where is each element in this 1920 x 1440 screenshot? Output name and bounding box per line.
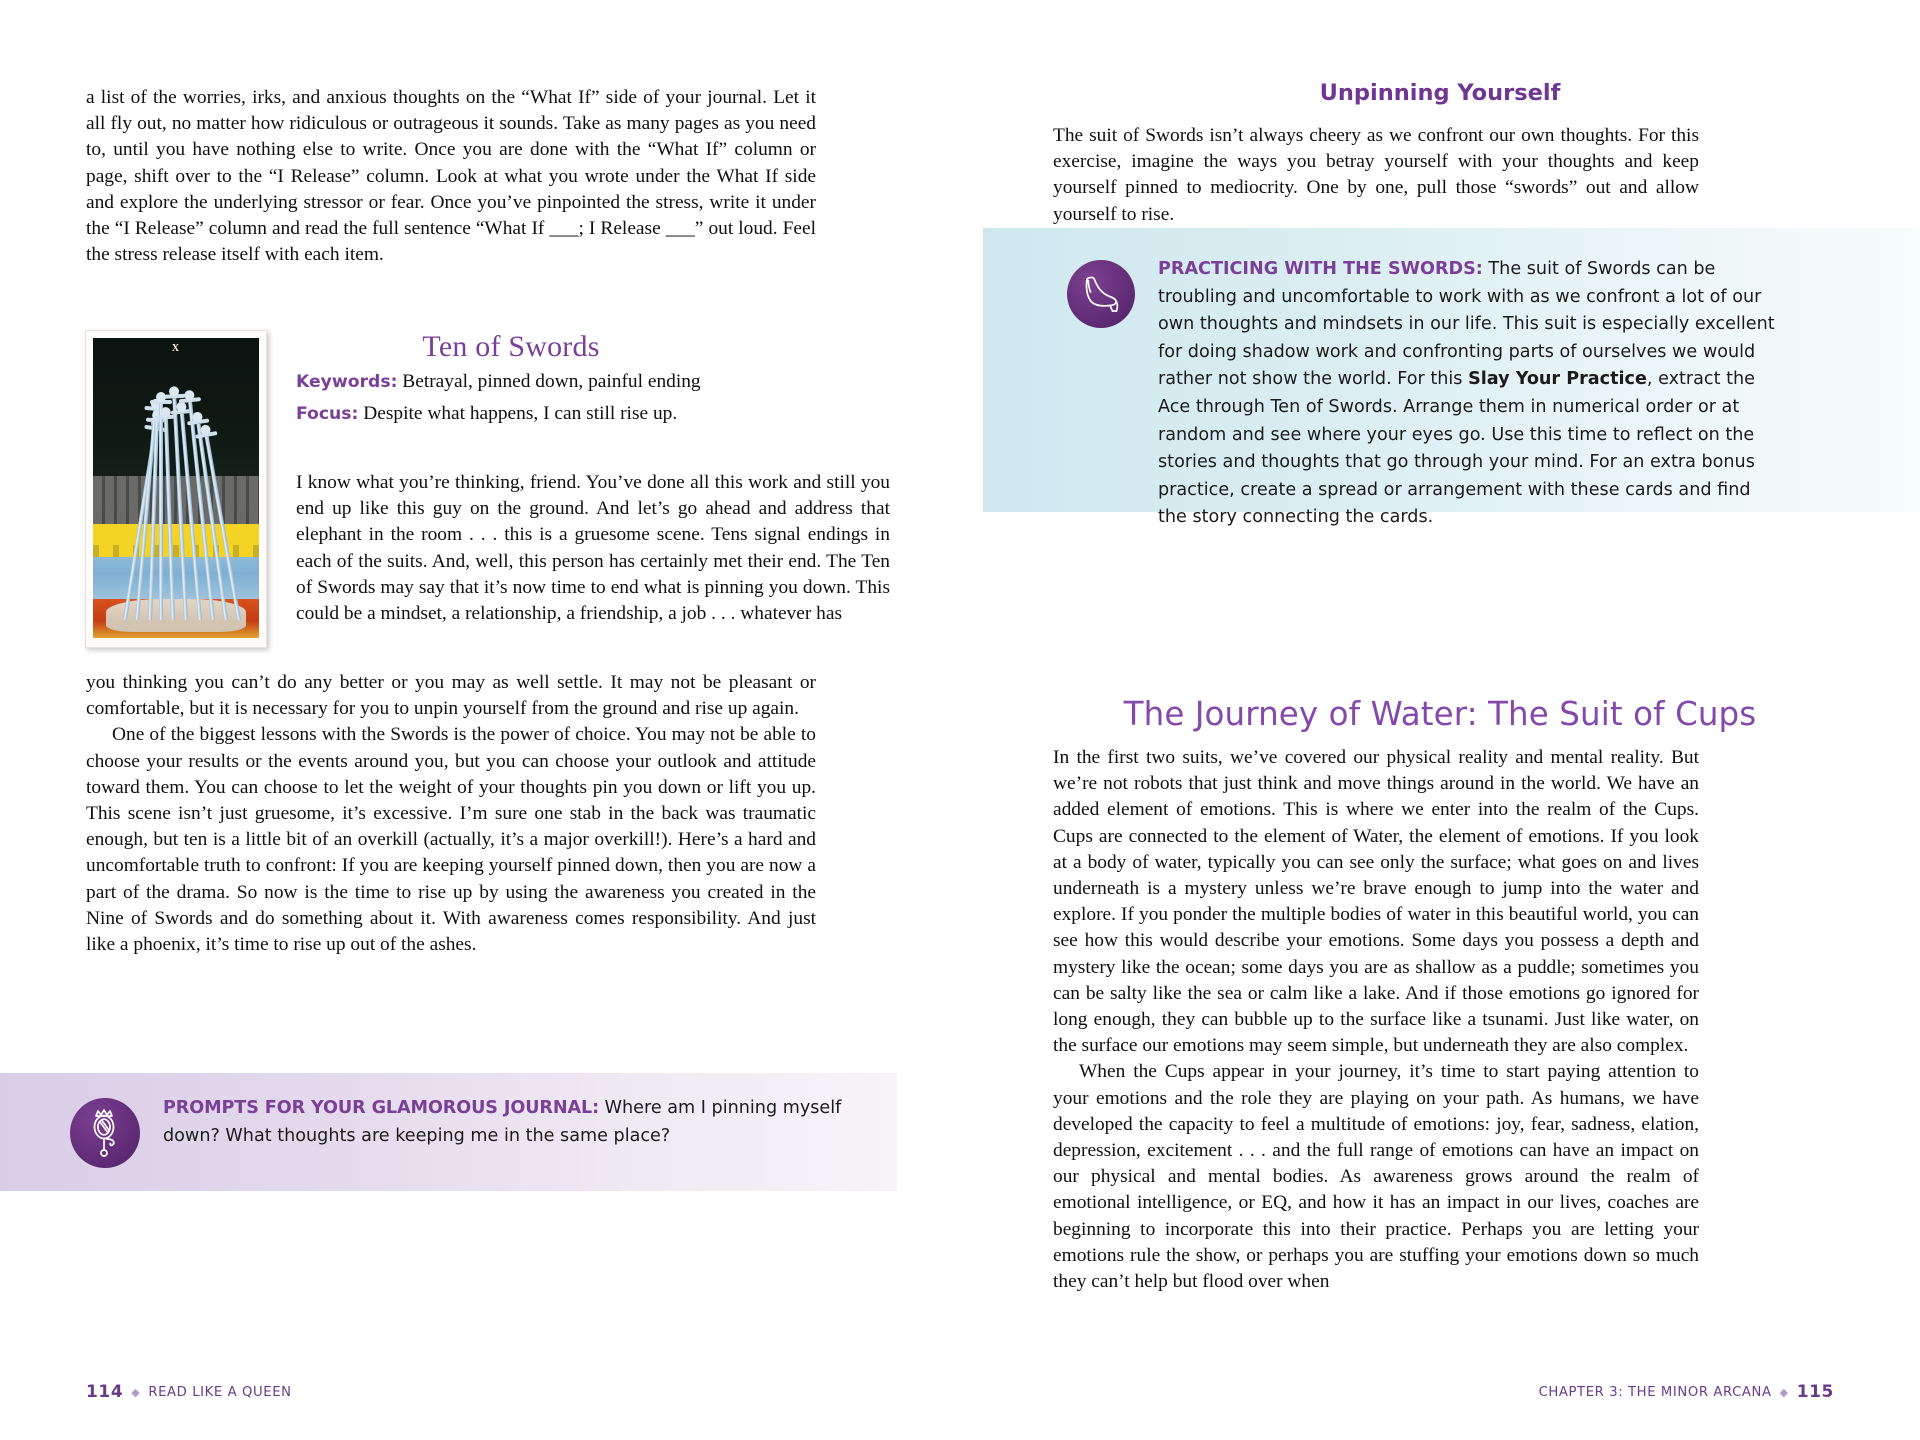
paragraph: you thinking you can’t do any better or you may as well settle. It may not be pleasant or comfortable, but it is necessary for you to unpin yourself from the ground and rise up again.: [86, 672, 816, 720]
prompts-callout-box: [0, 1073, 897, 1191]
paragraph: When the Cups appear in your journey, it’s time to start paying attention to your emotions and the role they are playing on your path. As humans, we have developed the capacity to feel a multitude of emotions: joy, fear, sadness, elation, depression, excitement . . . and the full range of emotions can have an impact on our physical and mental bodies. As awareness grows around the realm of emotional intelligence, or EQ, and how it has an impact in our lives, coaches are beginning to incorporate this into their practice. Perhaps you are letting your emotions rule the show, or perhaps you are stuffing your emotions down so much they can’t help but flood over when: [1053, 1061, 1699, 1293]
prompts-callout-body: Where am I pinning myself down? What thoughts are keeping me in the same place?: [163, 1098, 842, 1146]
high-heel-shoe-glyph: [1079, 274, 1123, 314]
paragraph: One of the biggest lessons with the Swords is the power of choice. You may not be able to choose your results or the events around you, but you can choose your outlook and attitude toward them. You can choose to let the weight of your thoughts pin you down or lift you up. This scene isn’t just gruesome, it’s excessive. I’m sure one stab in the back was traumatic enough, but ten is a little bit of an overkill (actually, it’s a major overkill!). Here’s a hard and uncomfortable truth to confront: If you are keeping yourself pinned down, then you are now a part of the drama. So now is the time to rise up by using the awareness you created in the Nine of Swords and do something about it. With awareness comes responsibility. And just like a phoenix, it’s time to rise up out of the ashes.: [86, 724, 816, 956]
practicing-callout-body-1: The suit of Swords can be troubling and uncomfortable to work with as we confront a lot of our own thoughts and mindsets in our life. This suit is especially excellent for doing shadow work and confronting parts of ourselves we would rather not show the world. For this: [1158, 259, 1775, 390]
left-page-footer: [86, 1382, 292, 1402]
section-heading-unpinning-yourself: Unpinning Yourself: [1319, 80, 1561, 106]
keywords-line: [296, 369, 766, 395]
page-number: 114: [86, 1382, 124, 1402]
focus-label: Focus:: [296, 404, 359, 424]
practicing-callout-text: [1158, 256, 1783, 532]
prompts-callout-heading: PROMPTS FOR YOUR GLAMOROUS JOURNAL:: [163, 1098, 600, 1118]
paragraph: The suit of Swords isn’t always cheery as we confront our own thoughts. For this exercise, imagine the ways you betray yourself with your thoughts and keep yourself pinned to mediocrity. One by one, pull those “swords” out and allow yourself to rise.: [1053, 125, 1699, 225]
practicing-with-swords-callout-box: [983, 228, 1920, 528]
section-heading-journey-of-water: The Journey of Water: The Suit of Cups: [1123, 695, 1757, 733]
right-intro-text: [1053, 123, 1699, 228]
right-page-footer: [1539, 1382, 1834, 1402]
hand-mirror-crown-glyph: [83, 1108, 127, 1158]
high-heel-shoe-icon: [1067, 260, 1135, 328]
practicing-callout-body-2: , extract the Ace through Ten of Swords. Arrange them in numerical order or at random and see where your eyes go. Use this time to reflect on the stories and thoughts that go through your mind. For an extra bonus practice, create a spread or arrangement with these cards and find the story connecting the cards.: [1158, 369, 1755, 528]
paragraph: a list of the worries, irks, and anxious thoughts on the “What If” side of your journal. Let it all fly out, no matter how ridiculous or outrageous it sounds. Take as many pages as you need to, until you have nothing else to write. Once you are done with the “What If” column or page, shift over to the “I Release” column. Look at what you wrote under the What If side and explore the underlying stressor or fear. Once you’ve pinpointed the stress, write it under the “I Release” column and read the full sentence “What If ___; I Release ___” out loud. Feel the stress release itself with each item.: [86, 87, 816, 266]
ornament-icon: ◆: [1779, 1385, 1789, 1399]
left-body-text: [86, 670, 816, 958]
running-head: READ LIKE A QUEEN: [148, 1384, 292, 1400]
keywords-label: Keywords:: [296, 372, 398, 392]
prompts-callout-text: [163, 1095, 863, 1150]
practicing-callout-bold-phrase: Slay Your Practice: [1468, 369, 1647, 390]
hand-mirror-crown-icon: [70, 1098, 140, 1168]
card-description-wrap-text: [296, 470, 890, 627]
card-sword: [159, 404, 163, 620]
focus-line: [296, 401, 766, 427]
focus-value: Despite what happens, I can still rise up.: [358, 403, 678, 424]
page-title-ten-of-swords: Ten of Swords: [422, 330, 600, 363]
page-number: 115: [1796, 1382, 1834, 1402]
running-head: CHAPTER 3: THE MINOR ARCANA: [1538, 1384, 1772, 1400]
card-artwork: [93, 338, 259, 638]
right-body-text: [1053, 745, 1699, 1295]
card-yellow-field: [93, 524, 259, 557]
tarot-card-image-ten-of-swords: [85, 330, 267, 648]
left-intro-text: [86, 85, 816, 268]
right-page: [960, 0, 1920, 1440]
paragraph: In the first two suits, we’ve covered our physical reality and mental reality. But we’re not robots that just think and move things around in the world. We have an added element of emotions. This is where we enter into the realm of the Cups. Cups are connected to the element of Water, the element of emotions. If you look at a body of water, typically you can see only the surface; what goes on and lives underneath is a mystery unless we’re brave enough to jump into the water and explore. If you ponder the multiple bodies of water in this beautiful world, you can see how this would describe your emotions. Some days you possess a depth and mystery like the ocean; some days you are as shallow as a puddle; sometimes you can be salty like the sea or calm like a lake. And if those emotions go ignored for long enough, they can bubble up to the surface like a tsunami. Just like water, on the surface our emotions may seem simple, but underneath they are also complex.: [1053, 747, 1699, 1057]
ornament-icon: ◆: [131, 1385, 141, 1399]
card-roman-numeral: X: [171, 343, 181, 354]
paragraph: I know what you’re thinking, friend. You’ve done all this work and still you end up like this guy on the ground. And let’s go ahead and address that elephant in the room . . . this is a gruesome scene. Tens signal endings in each of the suits. And, well, this person has certainly met their end. The Ten of Swords may say that it’s now time to end what is pinning you down. This could be a mindset, a relationship, a friendship, a job . . . whatever has: [296, 472, 890, 625]
keywords-value: Betrayal, pinned down, painful ending: [397, 371, 701, 392]
practicing-callout-heading: PRACTICING WITH THE SWORDS:: [1158, 259, 1483, 279]
